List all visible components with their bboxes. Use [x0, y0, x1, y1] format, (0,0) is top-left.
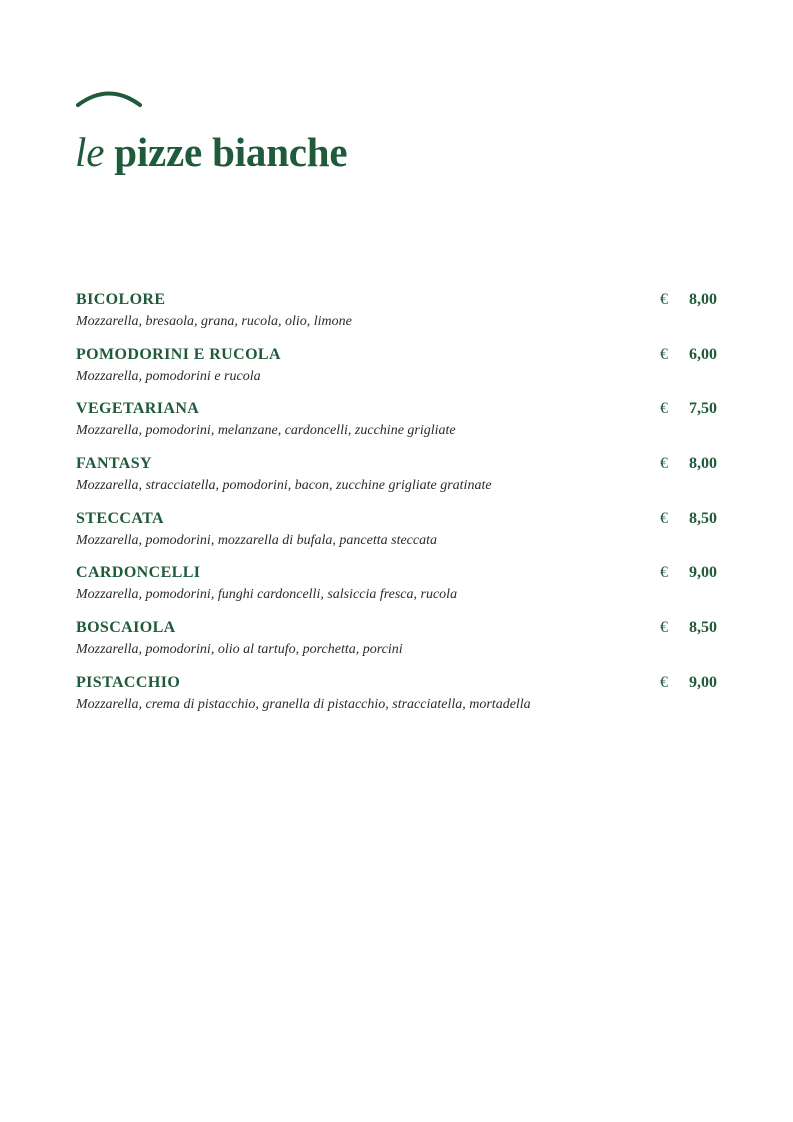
item-price: 6,00: [689, 345, 717, 363]
item-name: PISTACCHIO: [76, 673, 181, 691]
item-price: 9,00: [689, 673, 717, 691]
item-price: 9,00: [689, 564, 717, 582]
arc-icon: [76, 88, 142, 110]
item-name: CARDONCELLI: [76, 564, 201, 582]
currency-symbol: €: [660, 455, 668, 473]
item-description: Mozzarella, bresaola, grana, rucola, olio, limone: [76, 314, 352, 329]
item-name: STECCATA: [76, 509, 164, 527]
item-description: Mozzarella, pomodorini, mozzarella di bufala, pancetta steccata: [76, 532, 437, 548]
item-description: Mozzarella, stracciatella, pomodorini, bacon, zucchine grigliate gratinate: [76, 478, 492, 494]
menu-item: [76, 289, 719, 344]
item-name: POMODORINI E RUCOLA: [76, 345, 281, 363]
item-description: Mozzarella, pomodorini, funghi cardoncelli, salsiccia fresca, rucola: [76, 587, 458, 603]
menu-item: [76, 617, 719, 672]
menu-item: [76, 398, 719, 453]
item-name: BICOLORE: [76, 291, 166, 308]
currency-symbol: €: [660, 291, 668, 308]
item-price: 8,00: [689, 291, 717, 308]
item-price: 8,50: [689, 509, 717, 527]
item-name: BOSCAIOLA: [76, 619, 176, 637]
menu-item: [76, 672, 719, 727]
item-name: VEGETARIANA: [76, 400, 200, 418]
page-title: [75, 124, 347, 180]
item-description: Mozzarella, pomodorini, melanzane, cardoncelli, zucchine grigliate: [76, 423, 456, 439]
item-price: 8,50: [689, 619, 717, 637]
currency-symbol: €: [660, 509, 668, 527]
menu-item: [76, 562, 719, 617]
title-prefix: le: [75, 129, 105, 175]
currency-symbol: €: [660, 345, 668, 363]
menu-item: [76, 453, 719, 508]
item-description: Mozzarella, pomodorini e rucola: [76, 368, 261, 384]
currency-symbol: €: [660, 564, 668, 582]
currency-symbol: €: [660, 673, 668, 691]
menu-item: [76, 344, 719, 399]
currency-symbol: €: [660, 400, 668, 418]
title-main: pizze bianche: [114, 129, 348, 175]
item-price: 7,50: [689, 400, 717, 418]
item-name: FANTASY: [76, 455, 152, 473]
menu-item: [76, 508, 719, 563]
item-description: Mozzarella, crema di pistacchio, granella di pistacchio, stracciatella, mortadella: [76, 696, 531, 712]
currency-symbol: €: [660, 619, 668, 637]
menu-list: [76, 289, 719, 727]
item-price: 8,00: [689, 455, 717, 473]
item-description: Mozzarella, pomodorini, olio al tartufo, porchetta, porcini: [76, 642, 403, 658]
